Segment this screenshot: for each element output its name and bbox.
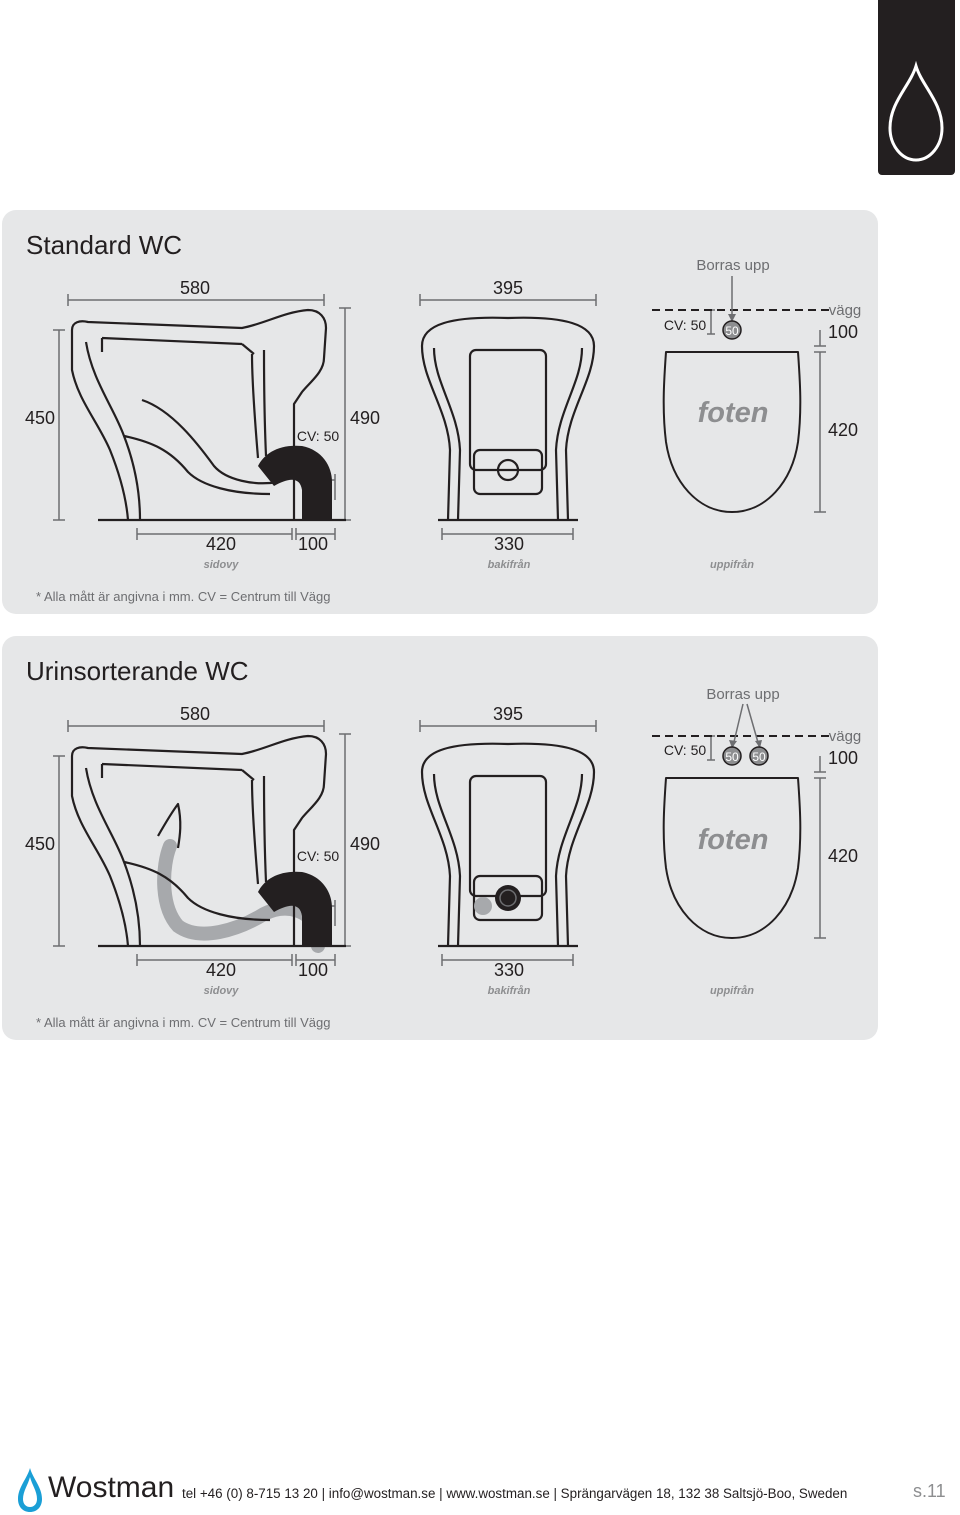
side-length-dim: 580 — [179, 278, 211, 298]
drop-tab — [878, 0, 955, 175]
side-back-height-dim: 490 — [349, 408, 381, 428]
footnote: * Alla mått är angivna i mm. CV = Centrum till Vägg — [36, 1015, 331, 1030]
footnote: * Alla mått är angivna i mm. CV = Centrum till Vägg — [36, 589, 331, 604]
foot-label: foten — [697, 397, 769, 429]
wall-label: vägg — [828, 728, 862, 745]
hole-label: 50 — [752, 750, 766, 764]
back-width-dim: 395 — [492, 704, 524, 724]
side-offset-dim: 100 — [297, 534, 329, 554]
side-view-label: sidovy — [203, 985, 239, 997]
panel-title: Standard WC — [26, 230, 183, 260]
top-view-label: uppifrån — [710, 985, 754, 997]
panel-title: Urinsorterande WC — [26, 656, 249, 686]
standard-wc-panel — [2, 210, 878, 614]
drill-label: Borras upp — [706, 686, 780, 703]
page-number: s.11 — [913, 1481, 946, 1501]
foot-label: foten — [697, 824, 769, 856]
brand-name: Wostman — [48, 1471, 175, 1504]
hole-label: 50 — [725, 750, 739, 764]
contact-info: tel +46 (0) 8-715 13 20 | info@wostman.se | www.wostman.se | Sprängarvägen 18, 132 38 Saltsjö-Boo, Sweden — [182, 1486, 848, 1501]
top-view-label: uppifrån — [710, 559, 754, 571]
wall-label: vägg — [828, 302, 862, 319]
top-depth-dim: 420 — [827, 846, 859, 866]
hole-label: 50 — [725, 324, 739, 338]
side-cv-label: CV: 50 — [296, 848, 340, 864]
side-view-label: sidovy — [203, 559, 239, 571]
side-base-dim: 420 — [205, 960, 237, 980]
side-base-dim: 420 — [205, 534, 237, 554]
top-cv-label: CV: 50 — [663, 742, 707, 758]
top-depth-dim: 420 — [827, 420, 859, 440]
back-view-label: bakifrån — [487, 559, 531, 571]
water-drop-icon — [14, 1465, 46, 1515]
back-base-dim: 330 — [493, 960, 525, 980]
drill-label: Borras upp — [696, 257, 770, 274]
side-cv-label: CV: 50 — [296, 428, 340, 444]
side-length-dim: 580 — [179, 704, 211, 724]
back-view-label: bakifrån — [487, 985, 531, 997]
side-front-height-dim: 450 — [24, 834, 56, 854]
urinsorterande-wc-panel — [2, 636, 878, 1040]
wall-dist-dim: 100 — [827, 748, 859, 768]
side-front-height-dim: 450 — [24, 408, 56, 428]
side-offset-dim: 100 — [297, 960, 329, 980]
water-drop-icon — [878, 0, 955, 175]
footer — [0, 1460, 960, 1515]
top-cv-label: CV: 50 — [663, 317, 707, 333]
side-back-height-dim: 490 — [349, 834, 381, 854]
back-width-dim: 395 — [492, 278, 524, 298]
back-base-dim: 330 — [493, 534, 525, 554]
wall-dist-dim: 100 — [827, 322, 859, 342]
